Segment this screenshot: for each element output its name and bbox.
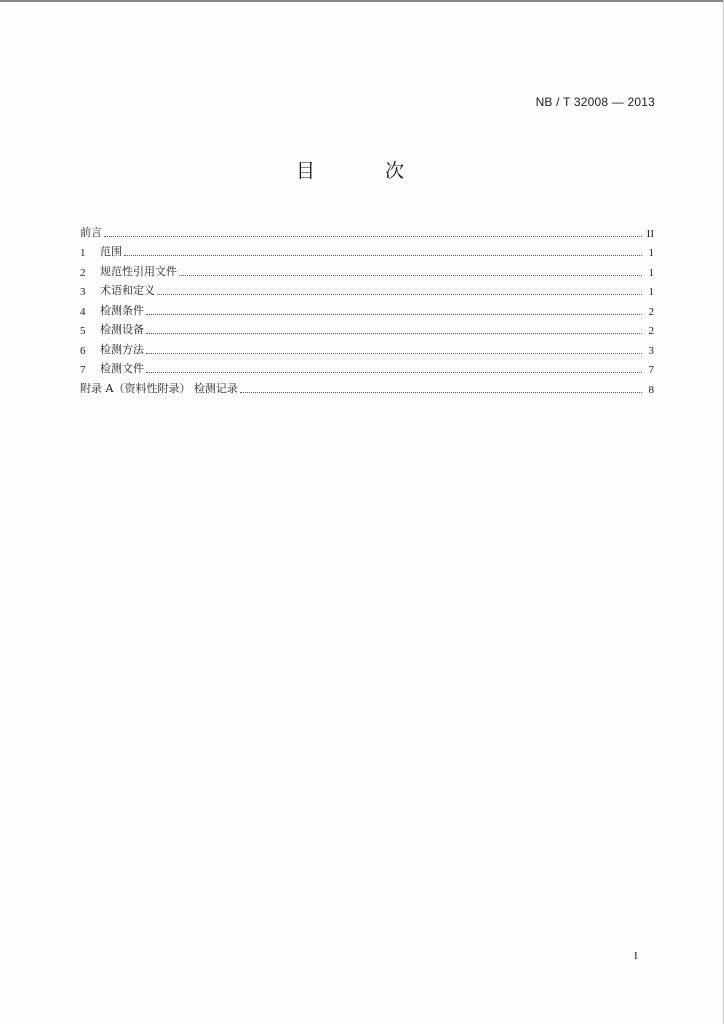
toc-entry-test-equipment[interactable] — [80, 318, 654, 338]
toc-entry-label: 检测方法 — [100, 342, 144, 356]
page-top-edge — [0, 0, 724, 2]
toc-entry-terms-definitions[interactable] — [80, 279, 654, 299]
toc-entry-number: 2 — [80, 266, 86, 279]
toc-leader-dots — [124, 254, 642, 256]
toc-entry-test-documents[interactable] — [80, 357, 654, 377]
toc-leader-dots — [146, 371, 642, 373]
toc-entry-number: 7 — [80, 364, 86, 376]
toc-entry-label: 术语和定义 — [100, 284, 155, 297]
toc-title: 目 次 — [295, 160, 437, 182]
toc-entry-label: 前言 — [80, 225, 102, 239]
toc-leader-dots — [146, 332, 642, 334]
standard-number: NB / T 32008 — 2013 — [535, 95, 655, 109]
toc-entry-page: 7 — [648, 364, 654, 376]
toc-entry-test-methods[interactable] — [80, 337, 654, 357]
toc-leader-dots — [157, 293, 642, 295]
toc-entry-normative-references[interactable] — [80, 259, 654, 279]
toc-entry-label: 规范性引用文件 — [100, 264, 177, 278]
toc-entry-label: 检测条件 — [100, 303, 144, 317]
toc-entry-number: 6 — [80, 344, 86, 357]
toc-entry-page: 1 — [648, 286, 654, 298]
toc-entry-test-conditions[interactable] — [80, 298, 654, 318]
toc-entry-number: 4 — [80, 305, 86, 318]
toc-entry-label: 检测文件 — [100, 362, 144, 375]
toc-leader-dots — [146, 352, 642, 354]
toc-leader-dots — [146, 313, 642, 315]
toc-entry-number: 3 — [80, 286, 86, 298]
toc-entry-page: 2 — [648, 325, 654, 337]
toc-entry-appendix-a[interactable] — [80, 376, 654, 396]
toc-entry-page: 1 — [648, 247, 654, 259]
toc-entry-label: 检测设备 — [100, 323, 144, 336]
toc-entry-page: 1 — [648, 266, 654, 279]
toc-entry-page: II — [646, 227, 654, 240]
toc-entry-label: 范围 — [100, 245, 122, 258]
toc-entry-number: 1 — [80, 247, 86, 259]
toc-entry-scope[interactable] — [80, 240, 654, 260]
toc-entry-foreword[interactable] — [80, 220, 654, 240]
toc-leader-dots — [240, 391, 642, 393]
toc-leader-dots — [179, 274, 642, 276]
toc-leader-dots — [104, 235, 642, 237]
toc-entry-page: 3 — [648, 344, 654, 357]
table-of-contents — [80, 220, 654, 396]
page-number: I — [634, 950, 638, 962]
toc-entry-label: 附录 A（资料性附录） 检测记录 — [80, 381, 238, 395]
toc-entry-page: 8 — [648, 383, 654, 396]
toc-entry-number: 5 — [80, 325, 86, 337]
toc-entry-page: 2 — [648, 305, 654, 318]
